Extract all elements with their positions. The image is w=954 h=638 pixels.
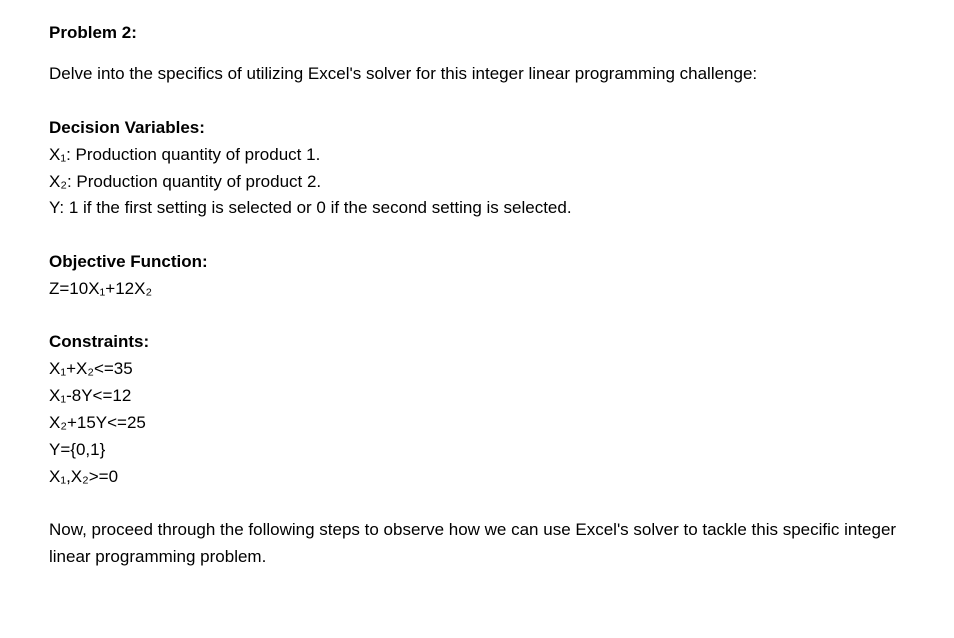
- constraint-1: X₁+X₂<=35: [49, 359, 133, 378]
- intro-paragraph: Delve into the specifics of utilizing Excel's solver for this integer linear programming challenge:: [49, 64, 758, 83]
- conclusion-paragraph: Now, proceed through the following steps to observe how we can use Excel's solver to tackle this specific integer linear programming problem.: [49, 520, 897, 566]
- constraint-2: X₁-8Y<=12: [49, 386, 132, 405]
- decision-variables-heading: Decision Variables:: [49, 118, 205, 137]
- decision-variable-x1: X₁: Production quantity of product 1.: [49, 145, 321, 164]
- constraint-4: Y={0,1}: [49, 440, 106, 459]
- constraints-heading: Constraints:: [49, 332, 150, 351]
- constraint-3: X₂+15Y<=25: [49, 413, 146, 432]
- constraint-5: X₁,X₂>=0: [49, 467, 119, 486]
- decision-variable-x2: X₂: Production quantity of product 2.: [49, 172, 322, 191]
- decision-variable-y: Y: 1 if the first setting is selected or 0 if the second setting is selected.: [49, 198, 572, 217]
- objective-function-heading: Objective Function:: [49, 252, 208, 271]
- problem-title: Problem 2:: [49, 23, 137, 42]
- objective-function-formula: Z=10X₁+12X₂: [49, 279, 153, 298]
